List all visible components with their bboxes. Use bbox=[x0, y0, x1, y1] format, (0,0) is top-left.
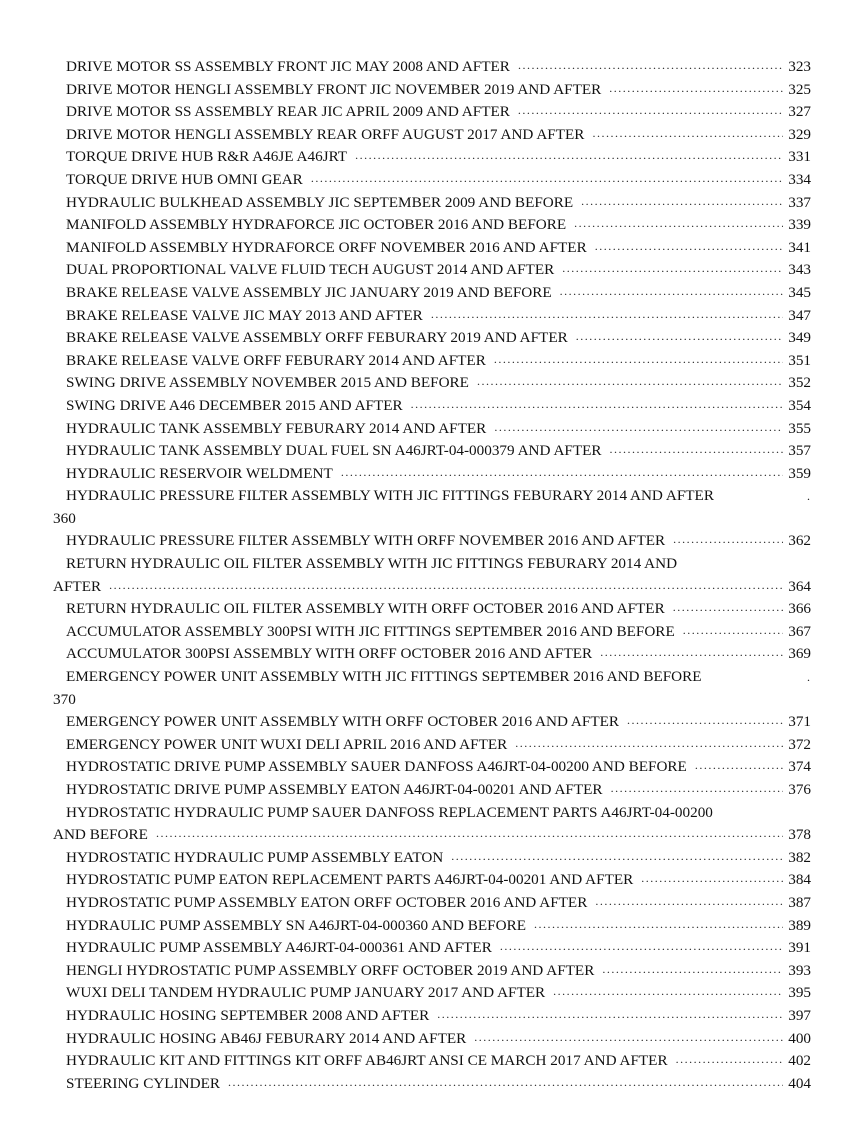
toc-entry-page: 364 bbox=[788, 577, 811, 595]
toc-entry-title: HYDROSTATIC DRIVE PUMP ASSEMBLY EATON A46JRT-04-00201 AND AFTER bbox=[66, 781, 603, 798]
toc-entry-page: 354 bbox=[788, 396, 811, 414]
toc-entry-title: HYDRAULIC PUMP ASSEMBLY A46JRT-04-000361 AND AFTER bbox=[66, 939, 492, 957]
toc-entry-page: 362 bbox=[788, 532, 811, 550]
toc-entry[interactable] bbox=[53, 621, 811, 644]
dot-leader bbox=[494, 418, 783, 441]
toc-entry-page: 402 bbox=[788, 1052, 811, 1070]
toc-entry-page: 331 bbox=[788, 148, 811, 166]
toc-entry-title: EMERGENCY POWER UNIT ASSEMBLY WITH JIC FITTINGS SEPTEMBER 2016 AND BEFORE bbox=[66, 668, 702, 686]
dot-leader bbox=[581, 192, 783, 215]
dot-leader bbox=[574, 214, 783, 237]
toc-entry[interactable] bbox=[53, 711, 811, 734]
dot-leader bbox=[109, 576, 783, 599]
dot-leader: . bbox=[807, 489, 811, 504]
toc-entry-title: HYDRAULIC PUMP ASSEMBLY SN A46JRT-04-000360 AND BEFORE bbox=[66, 916, 527, 934]
toc-entry-title: HYDRAULIC BULKHEAD ASSEMBLY JIC SEPTEMBER 2009 AND BEFORE bbox=[66, 193, 574, 211]
toc-entry-title: RETURN HYDRAULIC OIL FILTER ASSEMBLY WITH JIC FITTINGS FEBURARY 2014 AND bbox=[66, 555, 678, 573]
toc-entry-title-continued: AND BEFORE bbox=[53, 826, 148, 844]
dot-leader bbox=[560, 282, 784, 305]
toc-entry-page: 376 bbox=[788, 781, 811, 798]
toc-entry[interactable] bbox=[53, 259, 811, 282]
toc-entry[interactable] bbox=[53, 327, 811, 350]
dot-leader bbox=[437, 1005, 783, 1028]
toc-entry[interactable] bbox=[53, 395, 811, 418]
toc-entry[interactable] bbox=[53, 937, 811, 960]
toc-entry-page: 382 bbox=[788, 848, 811, 866]
toc-entry-title: EMERGENCY POWER UNIT ASSEMBLY WITH ORFF OCTOBER 2016 AND AFTER bbox=[66, 713, 620, 731]
toc-entry-page: 343 bbox=[788, 261, 811, 279]
toc-entry-title: HYDROSTATIC DRIVE PUMP ASSEMBLY SAUER DANFOSS A46JRT-04-00200 AND BEFORE bbox=[66, 758, 687, 776]
toc-entry[interactable] bbox=[53, 598, 811, 621]
toc-entry[interactable] bbox=[53, 553, 811, 598]
dot-leader bbox=[595, 237, 784, 260]
toc-entry[interactable] bbox=[53, 372, 811, 395]
toc-entry-page: 367 bbox=[788, 622, 811, 640]
toc-entry[interactable] bbox=[53, 847, 811, 870]
toc-entry-page: 404 bbox=[788, 1074, 811, 1092]
toc-entry[interactable] bbox=[53, 146, 811, 169]
toc-entry[interactable] bbox=[53, 124, 811, 147]
toc-entry-page: 393 bbox=[788, 961, 811, 979]
toc-entry[interactable] bbox=[53, 982, 811, 1005]
toc-entry-page: 339 bbox=[788, 216, 811, 234]
dot-leader bbox=[673, 530, 783, 553]
toc-entry[interactable] bbox=[53, 485, 811, 530]
toc-entry[interactable] bbox=[53, 869, 811, 892]
toc-entry[interactable] bbox=[53, 530, 811, 553]
dot-leader bbox=[673, 598, 784, 621]
toc-entry-page: 370 bbox=[53, 690, 76, 708]
toc-entry-title: HYDRAULIC HOSING AB46J FEBURARY 2014 AND AFTER bbox=[66, 1029, 467, 1047]
toc-entry-title: HYDROSTATIC HYDRAULIC PUMP ASSEMBLY EATON bbox=[66, 848, 444, 866]
toc-entry-title: EMERGENCY POWER UNIT WUXI DELI APRIL 2016 AND AFTER bbox=[66, 735, 508, 753]
toc-entry-page: 329 bbox=[788, 125, 811, 143]
dot-leader bbox=[609, 79, 783, 102]
toc-entry-title: SWING DRIVE ASSEMBLY NOVEMBER 2015 AND BEFORE bbox=[66, 374, 469, 392]
toc-entry[interactable] bbox=[53, 282, 811, 305]
toc-entry-title: HYDRAULIC TANK ASSEMBLY DUAL FUEL SN A46JRT-04-000379 AND AFTER bbox=[66, 442, 602, 460]
toc-entry[interactable] bbox=[53, 1073, 811, 1096]
toc-entry-page: 347 bbox=[788, 306, 811, 324]
dot-leader bbox=[562, 259, 783, 282]
dot-leader bbox=[494, 350, 783, 373]
toc-entry-page: 371 bbox=[788, 713, 811, 731]
toc-entry-title: HYDROSTATIC HYDRAULIC PUMP SAUER DANFOSS REPLACEMENT PARTS A46JRT-04-00200 bbox=[66, 803, 713, 821]
toc-entry-title: BRAKE RELEASE VALVE JIC MAY 2013 AND AFTER bbox=[66, 306, 423, 324]
toc-entry[interactable] bbox=[53, 915, 811, 938]
toc-entry[interactable] bbox=[53, 960, 811, 983]
toc-entry[interactable] bbox=[53, 756, 811, 779]
toc-entry[interactable] bbox=[53, 79, 811, 102]
toc-entry[interactable] bbox=[53, 463, 811, 486]
toc-entry[interactable] bbox=[53, 1050, 811, 1073]
dot-leader bbox=[500, 937, 783, 960]
toc-entry-title: SWING DRIVE A46 DECEMBER 2015 AND AFTER bbox=[66, 396, 403, 414]
toc-entry[interactable] bbox=[53, 802, 811, 847]
dot-leader bbox=[610, 440, 784, 463]
toc-entry-title: HYDRAULIC PRESSURE FILTER ASSEMBLY WITH ORFF NOVEMBER 2016 AND AFTER bbox=[66, 532, 666, 550]
dot-leader bbox=[341, 463, 783, 486]
toc-entry-page: 325 bbox=[788, 80, 811, 98]
toc-entry-title: HYDRAULIC TANK ASSEMBLY FEBURARY 2014 AND AFTER bbox=[66, 419, 487, 437]
toc-entry-title: HYDROSTATIC PUMP EATON REPLACEMENT PARTS A46JRT-04-00201 AND AFTER bbox=[66, 871, 634, 889]
dot-leader bbox=[228, 1073, 783, 1096]
toc-entry-page: 395 bbox=[788, 984, 811, 1002]
toc-entry-title: BRAKE RELEASE VALVE ORFF FEBURARY 2014 AND AFTER bbox=[66, 351, 486, 369]
toc-entry-page: 366 bbox=[788, 600, 811, 618]
toc-entry[interactable] bbox=[53, 440, 811, 463]
toc-entry-page: 341 bbox=[788, 238, 811, 256]
toc-entry-page: 359 bbox=[788, 464, 811, 482]
dot-leader bbox=[600, 643, 783, 666]
toc-entry-title: TORQUE DRIVE HUB OMNI GEAR bbox=[66, 170, 303, 188]
toc-entry[interactable] bbox=[53, 734, 811, 757]
toc-entry-page: 374 bbox=[788, 758, 811, 776]
toc-entry-page: 352 bbox=[788, 374, 811, 392]
toc-entry-page: 323 bbox=[788, 58, 811, 75]
toc-entry-title: DUAL PROPORTIONAL VALVE FLUID TECH AUGUST 2014 AND AFTER bbox=[66, 261, 555, 279]
dot-leader bbox=[515, 734, 783, 757]
toc-entry[interactable] bbox=[53, 350, 811, 373]
toc-entry-page: 378 bbox=[788, 826, 811, 844]
toc-entry-title: BRAKE RELEASE VALVE ASSEMBLY ORFF FEBURARY 2019 AND AFTER bbox=[66, 329, 568, 347]
toc-entry-page: 389 bbox=[788, 916, 811, 934]
toc-entry[interactable] bbox=[53, 1028, 811, 1051]
toc-entry-title: STEERING CYLINDER bbox=[66, 1074, 220, 1092]
dot-leader bbox=[451, 847, 783, 870]
toc-entry-title: HENGLI HYDROSTATIC PUMP ASSEMBLY ORFF OCTOBER 2019 AND AFTER bbox=[66, 961, 595, 979]
dot-leader bbox=[576, 327, 783, 350]
toc-entry-title: DRIVE MOTOR SS ASSEMBLY REAR JIC APRIL 2009 AND AFTER bbox=[66, 103, 510, 121]
dot-leader bbox=[602, 960, 783, 983]
toc-entry-page: 355 bbox=[788, 419, 811, 437]
dot-leader bbox=[355, 146, 783, 169]
dot-leader bbox=[676, 1050, 784, 1073]
toc-entry[interactable] bbox=[53, 305, 811, 328]
toc-entry[interactable] bbox=[53, 892, 811, 915]
toc-entry-page: 360 bbox=[53, 509, 76, 527]
toc-entry-title-continued: AFTER bbox=[53, 577, 102, 595]
toc-entry[interactable] bbox=[53, 56, 811, 79]
dot-leader bbox=[518, 101, 783, 124]
toc-entry-page: 357 bbox=[788, 442, 811, 460]
toc-entry-title: DRIVE MOTOR HENGLI ASSEMBLY REAR ORFF AUGUST 2017 AND AFTER bbox=[66, 125, 585, 143]
dot-leader bbox=[627, 711, 783, 734]
toc-entry-title: DRIVE MOTOR HENGLI ASSEMBLY FRONT JIC NOVEMBER 2019 AND AFTER bbox=[66, 80, 602, 98]
toc-entry[interactable] bbox=[53, 418, 811, 441]
toc-entry-title: HYDRAULIC RESERVOIR WELDMENT bbox=[66, 464, 333, 482]
toc-entry[interactable] bbox=[53, 101, 811, 124]
toc-entry-title: HYDRAULIC PRESSURE FILTER ASSEMBLY WITH JIC FITTINGS FEBURARY 2014 AND AFTER bbox=[66, 487, 714, 505]
toc-entry[interactable] bbox=[53, 666, 811, 711]
toc-entry-title: TORQUE DRIVE HUB R&R A46JE A46JRT bbox=[66, 148, 348, 166]
dot-leader bbox=[611, 779, 784, 802]
dot-leader bbox=[518, 56, 783, 79]
toc-entry-title: ACCUMULATOR ASSEMBLY 300PSI WITH JIC FITTINGS SEPTEMBER 2016 AND BEFORE bbox=[66, 622, 675, 640]
dot-leader bbox=[156, 824, 783, 847]
toc-entry[interactable] bbox=[53, 214, 811, 237]
toc-entry[interactable] bbox=[53, 1005, 811, 1028]
toc-entry-title: BRAKE RELEASE VALVE ASSEMBLY JIC JANUARY 2019 AND BEFORE bbox=[66, 283, 552, 301]
dot-leader bbox=[592, 124, 783, 147]
toc-entry-title: HYDRAULIC KIT AND FITTINGS KIT ORFF AB46JRT ANSI CE MARCH 2017 AND AFTER bbox=[66, 1052, 668, 1070]
dot-leader bbox=[534, 915, 783, 938]
dot-leader bbox=[477, 372, 783, 395]
toc-entry-title: MANIFOLD ASSEMBLY HYDRAFORCE ORFF NOVEMBER 2016 AND AFTER bbox=[66, 238, 587, 256]
dot-leader bbox=[411, 395, 784, 418]
toc-entry-page: 384 bbox=[788, 871, 811, 889]
toc-entry[interactable] bbox=[53, 192, 811, 215]
toc-entry-page: 349 bbox=[788, 329, 811, 347]
toc-entry-page: 391 bbox=[788, 939, 811, 957]
dot-leader bbox=[311, 169, 783, 192]
table-of-contents bbox=[53, 56, 811, 1095]
toc-entry-title: ACCUMULATOR 300PSI ASSEMBLY WITH ORFF OCTOBER 2016 AND AFTER bbox=[66, 645, 593, 663]
dot-leader bbox=[641, 869, 783, 892]
toc-entry[interactable] bbox=[53, 169, 811, 192]
toc-entry-page: 400 bbox=[788, 1029, 811, 1047]
dot-leader bbox=[595, 892, 783, 915]
toc-entry-page: 327 bbox=[788, 103, 811, 121]
dot-leader: . bbox=[807, 670, 811, 685]
dot-leader bbox=[695, 756, 783, 779]
toc-entry-title: HYDRAULIC HOSING SEPTEMBER 2008 AND AFTER bbox=[66, 1006, 430, 1024]
toc-entry-page: 397 bbox=[788, 1006, 811, 1024]
toc-entry-page: 345 bbox=[788, 283, 811, 301]
toc-entry-title: WUXI DELI TANDEM HYDRAULIC PUMP JANUARY 2017 AND AFTER bbox=[66, 984, 546, 1002]
toc-entry-page: 334 bbox=[788, 170, 811, 188]
toc-entry-page: 387 bbox=[788, 893, 811, 911]
toc-entry[interactable] bbox=[53, 237, 811, 260]
toc-entry-title: MANIFOLD ASSEMBLY HYDRAFORCE JIC OCTOBER 2016 AND BEFORE bbox=[66, 216, 567, 234]
toc-entry[interactable] bbox=[53, 779, 811, 802]
toc-entry-title: RETURN HYDRAULIC OIL FILTER ASSEMBLY WITH ORFF OCTOBER 2016 AND AFTER bbox=[66, 600, 665, 618]
toc-entry-page: 369 bbox=[788, 645, 811, 663]
toc-entry-page: 351 bbox=[788, 351, 811, 369]
dot-leader bbox=[431, 305, 783, 328]
toc-entry-page: 337 bbox=[788, 193, 811, 211]
toc-entry-page: 372 bbox=[788, 735, 811, 753]
toc-entry-title: DRIVE MOTOR SS ASSEMBLY FRONT JIC MAY 2008 AND AFTER bbox=[66, 58, 510, 75]
dot-leader bbox=[553, 982, 783, 1005]
dot-leader bbox=[474, 1028, 783, 1051]
toc-entry-title: HYDROSTATIC PUMP ASSEMBLY EATON ORFF OCTOBER 2016 AND AFTER bbox=[66, 893, 588, 911]
toc-entry[interactable] bbox=[53, 643, 811, 666]
dot-leader bbox=[683, 621, 784, 644]
